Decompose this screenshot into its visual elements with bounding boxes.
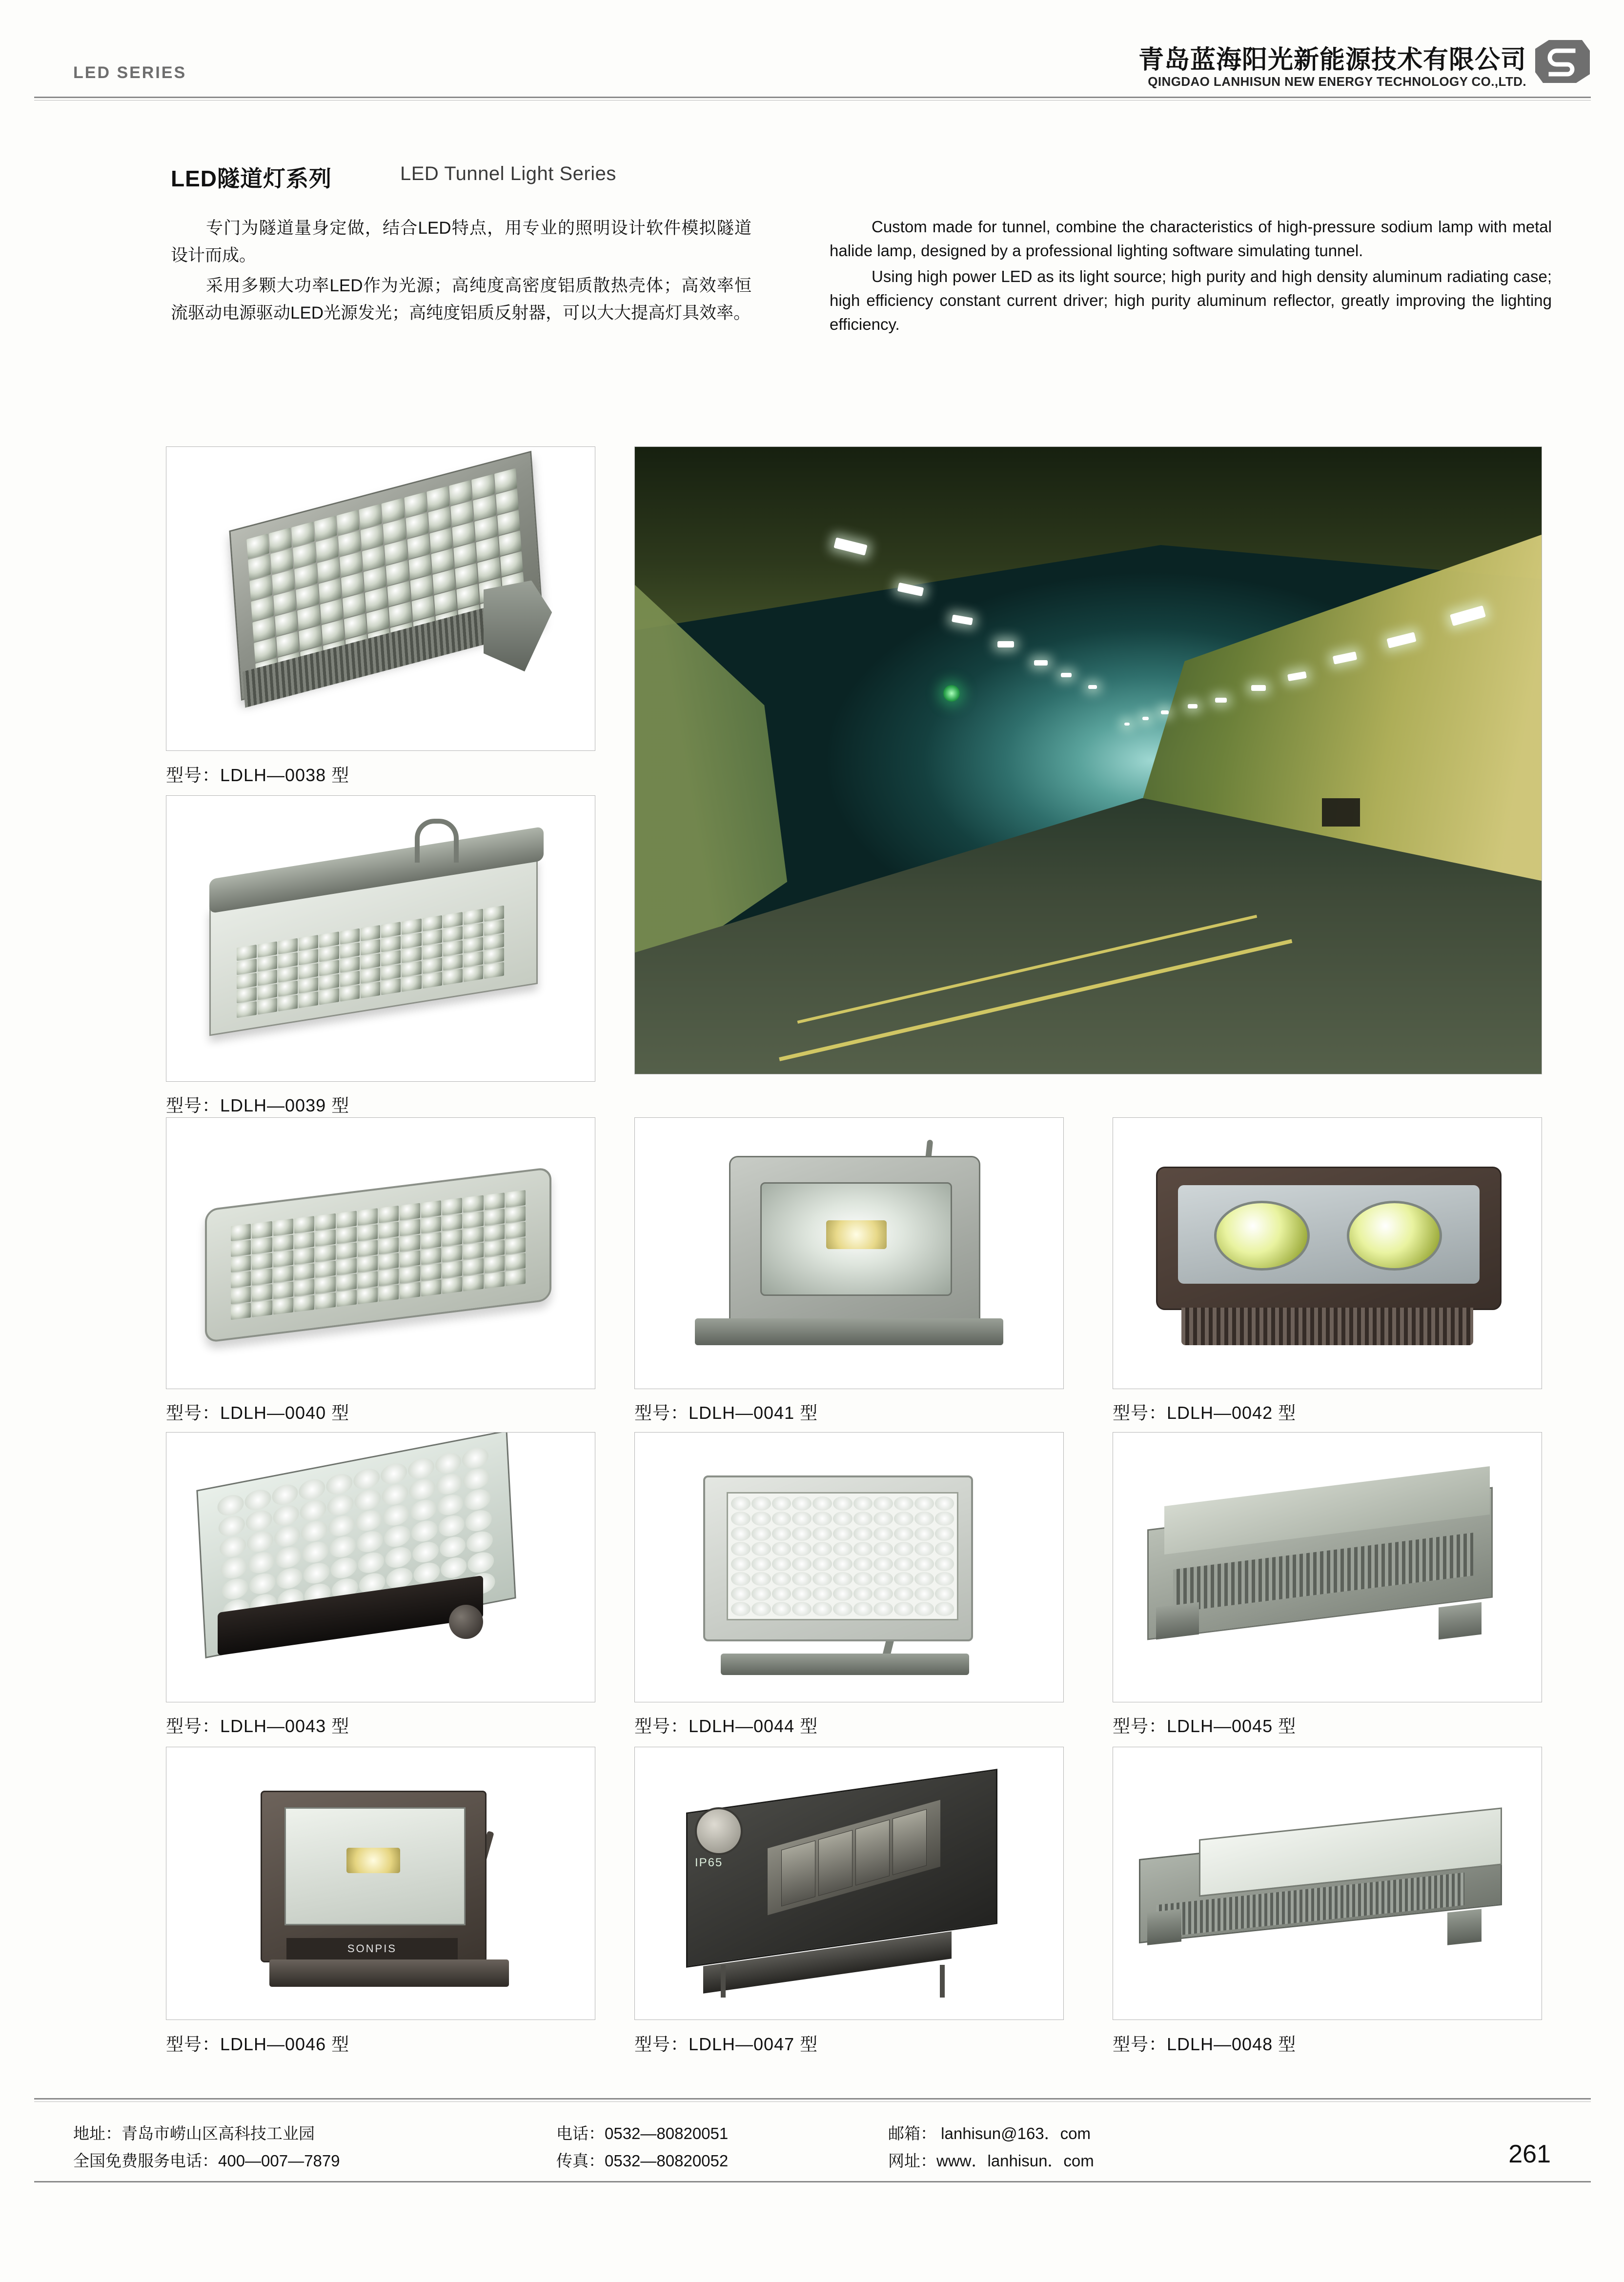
intro-en-paragraph-2: Using high power LED as its light source; high purity and high density aluminum radiating case; high efficiency constant current driver; high purity aluminum reflector, greatly improving the lighting efficiency. xyxy=(830,267,1552,333)
product-image-0040 xyxy=(166,1117,595,1389)
product-caption-0043: 型号：LDLH—0043 型 xyxy=(166,1716,350,1736)
tunnel-application-photo xyxy=(634,446,1542,1074)
product-cell-0040 xyxy=(166,1117,595,1430)
product-cell-0045 xyxy=(1113,1432,1542,1744)
ip-rating-label: IP65 xyxy=(694,1856,723,1870)
product-caption-0046: 型号：LDLH—0046 型 xyxy=(166,2034,350,2054)
page-number: 261 xyxy=(1508,2140,1551,2168)
company-name-cn: 青岛蓝海阳光新能源技术有限公司 xyxy=(1138,46,1526,74)
company-name-en: QINGDAO LANHISUN NEW ENERGY TECHNOLOGY CO.,LTD. xyxy=(1148,74,1526,89)
product-cell-0039 xyxy=(166,795,595,1132)
product-caption-0042: 型号：LDLH—0042 型 xyxy=(1113,1403,1297,1423)
footer-address-line-2: 全国免费服务电话：400—007—7879 xyxy=(73,2152,340,2170)
product-cell-0048 xyxy=(1113,1747,1542,2069)
product-cell-0046 xyxy=(166,1747,595,2069)
product-cell-0042 xyxy=(1113,1117,1542,1430)
product-caption-0045: 型号：LDLH—0045 型 xyxy=(1113,1716,1297,1736)
footer-bottom-rule xyxy=(34,2181,1591,2182)
footer-address-line-1: 地址：青岛市崂山区高科技工业园 xyxy=(73,2124,315,2142)
product-cell-0047 xyxy=(634,1747,1064,2069)
product-image-0041 xyxy=(634,1117,1064,1389)
footer-tel-line-2: 传真：0532—80820052 xyxy=(556,2152,729,2170)
footer-divider-thin xyxy=(34,2101,1591,2102)
footer-email-line: 邮箱： lanhisun@163．com xyxy=(888,2124,1091,2142)
product-cell-0043 xyxy=(166,1432,595,1744)
page-header xyxy=(0,0,1624,98)
series-label: LED SERIES xyxy=(73,63,187,82)
product-image-0043 xyxy=(166,1432,595,1702)
product-cell-0044 xyxy=(634,1432,1064,1744)
product-caption-0038: 型号：LDLH—0038 型 xyxy=(166,765,350,785)
page-title-en: LED Tunnel Light Series xyxy=(400,163,616,184)
page-title-cn: LED隧道灯系列 xyxy=(171,166,332,191)
product-caption-0048: 型号：LDLH—0048 型 xyxy=(1113,2034,1297,2054)
footer-address xyxy=(73,2120,340,2175)
product-image-0042 xyxy=(1113,1117,1542,1389)
footer-tel-line-1: 电话：0532—80820051 xyxy=(556,2124,729,2142)
product-image-0039 xyxy=(166,795,595,1082)
intro-cn-paragraph-1: 专门为隧道量身定做，结合LED特点，用专业的照明设计软件模拟隧道设计而成。 xyxy=(171,219,751,265)
footer-contact-web xyxy=(888,2120,1094,2175)
product-image-0038 xyxy=(166,446,595,751)
product-image-0045 xyxy=(1113,1432,1542,1702)
header-divider-thin xyxy=(34,100,1591,101)
product-caption-0041: 型号：LDLH—0041 型 xyxy=(634,1403,818,1423)
tunnel-scene-cell xyxy=(634,446,1542,1076)
intro-en-paragraph-1: Custom made for tunnel, combine the characteristics of high-pressure sodium lamp with metal halide lamp, designed by a professional lighting software simulating tunnel. xyxy=(830,218,1552,260)
product-caption-0040: 型号：LDLH—0040 型 xyxy=(166,1403,350,1423)
product-caption-0039: 型号：LDLH—0039 型 xyxy=(166,1095,350,1115)
intro-cn-paragraph-2: 采用多颗大功率LED作为光源；高纯度高密度铝质散热壳体；高效率恒流驱动电源驱动LED光源发光；高纯度铝质反射器，可以大大提高灯具效率。 xyxy=(171,276,751,323)
product-caption-0047: 型号：LDLH—0047 型 xyxy=(634,2034,818,2054)
product-image-0048 xyxy=(1113,1747,1542,2020)
product-brand-label-0046: SONPIS xyxy=(286,1938,458,1960)
header-divider xyxy=(34,97,1591,98)
product-cell-0041 xyxy=(634,1117,1064,1430)
product-cell-0038 xyxy=(166,446,595,788)
footer-website-line: 网址：www．lanhisun．com xyxy=(888,2152,1094,2170)
footer-divider xyxy=(34,2098,1591,2100)
product-image-0047 xyxy=(634,1747,1064,2020)
intro-text-cn xyxy=(171,215,751,330)
product-caption-0044: 型号：LDLH—0044 型 xyxy=(634,1716,818,1736)
product-image-0046 xyxy=(166,1747,595,2020)
ip-rating-badge-icon xyxy=(695,1807,743,1855)
footer-telephone xyxy=(556,2120,728,2175)
company-logo-icon xyxy=(1535,38,1590,85)
product-image-0044 xyxy=(634,1432,1064,1702)
intro-text-en xyxy=(830,215,1552,338)
